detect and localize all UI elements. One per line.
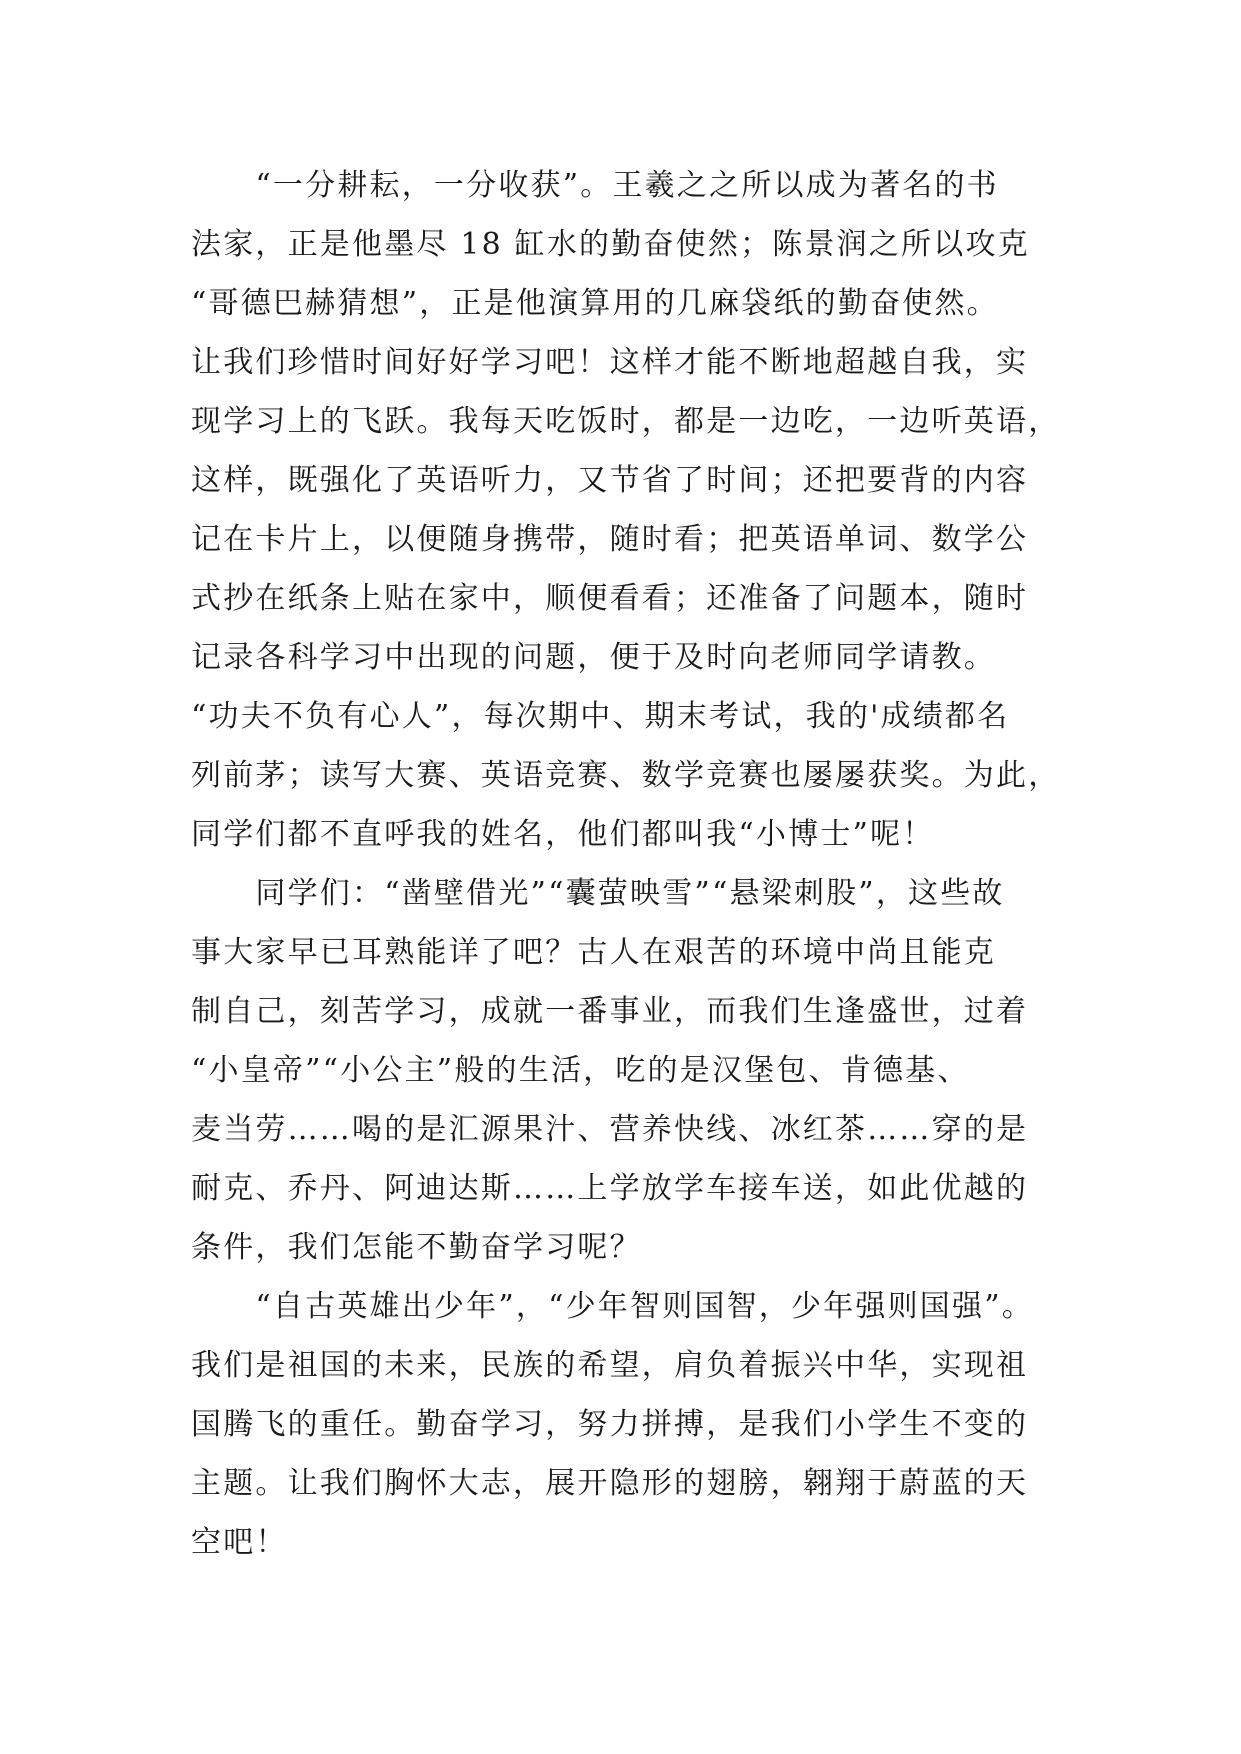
text-line: 我们是祖国的未来，民族的希望，肩负着振兴中华，实现祖 bbox=[191, 1348, 1029, 1383]
text-line: 这样，既强化了英语听力，又节省了时间；还把要背的内容 bbox=[191, 463, 1029, 498]
text-line: 制自己，刻苦学习，成就一番事业，而我们生逢盛世，过着 bbox=[191, 994, 1029, 1029]
text-line: 麦当劳……喝的是汇源果汁、营养快线、冰红茶……穿的是 bbox=[191, 1112, 1029, 1147]
text-line: 让我们珍惜时间好好学习吧！这样才能不断地超越自我，实 bbox=[191, 345, 1029, 380]
text-line: 记录各科学习中出现的问题，便于及时向老师同学请教。 bbox=[191, 640, 996, 675]
text-line: “功夫不负有心人”，每次期中、期末考试，我的'成绩都名 bbox=[191, 699, 1010, 734]
text-line: 事大家早已耳熟能详了吧？古人在艰苦的环境中尚且能克 bbox=[191, 935, 996, 970]
text-line: 记在卡片上，以便随身携带，随时看；把英语单词、数学公 bbox=[191, 522, 1029, 557]
text-line: 空吧！ bbox=[191, 1525, 288, 1560]
text-line: 列前茅；读写大赛、英语竞赛、数学竞赛也屡屡获奖。为此， bbox=[191, 758, 1061, 793]
text-line: “一分耕耘，一分收获”。王羲之之所以成为著名的书 bbox=[191, 168, 999, 203]
body-text bbox=[191, 156, 1061, 1572]
text-line: 法家，正是他墨尽 18 缸水的勤奋使然；陈景润之所以攻克 bbox=[191, 227, 1030, 262]
text-line: 式抄在纸条上贴在家中，顺便看看；还准备了问题本，随时 bbox=[191, 581, 1029, 616]
text-line: “小皇帝”“小公主”般的生活，吃的是汉堡包、肯德基、 bbox=[191, 1053, 970, 1088]
text-line: 耐克、乔丹、阿迪达斯……上学放学车接车送，如此优越的 bbox=[191, 1171, 1029, 1206]
text-line: “自古英雄出少年”，“少年智则国智，少年强则国强”。 bbox=[191, 1289, 1034, 1324]
text-line: 条件，我们怎能不勤奋学习呢？ bbox=[191, 1230, 642, 1265]
text-line: 同学们都不直呼我的姓名，他们都叫我“小博士”呢！ bbox=[191, 817, 935, 852]
text-line: 主题。让我们胸怀大志，展开隐形的翅膀，翱翔于蔚蓝的天 bbox=[191, 1466, 1029, 1501]
text-line: “哥德巴赫猜想”，正是他演算用的几麻袋纸的勤奋使然。 bbox=[191, 286, 999, 321]
text-line: 国腾飞的重任。勤奋学习，努力拼搏，是我们小学生不变的 bbox=[191, 1407, 1029, 1442]
text-line: 同学们：“凿壁借光”“囊萤映雪”“悬梁刺股”，这些故 bbox=[191, 876, 1005, 911]
text-line: 现学习上的飞跃。我每天吃饭时，都是一边吃，一边听英语， bbox=[191, 404, 1061, 439]
